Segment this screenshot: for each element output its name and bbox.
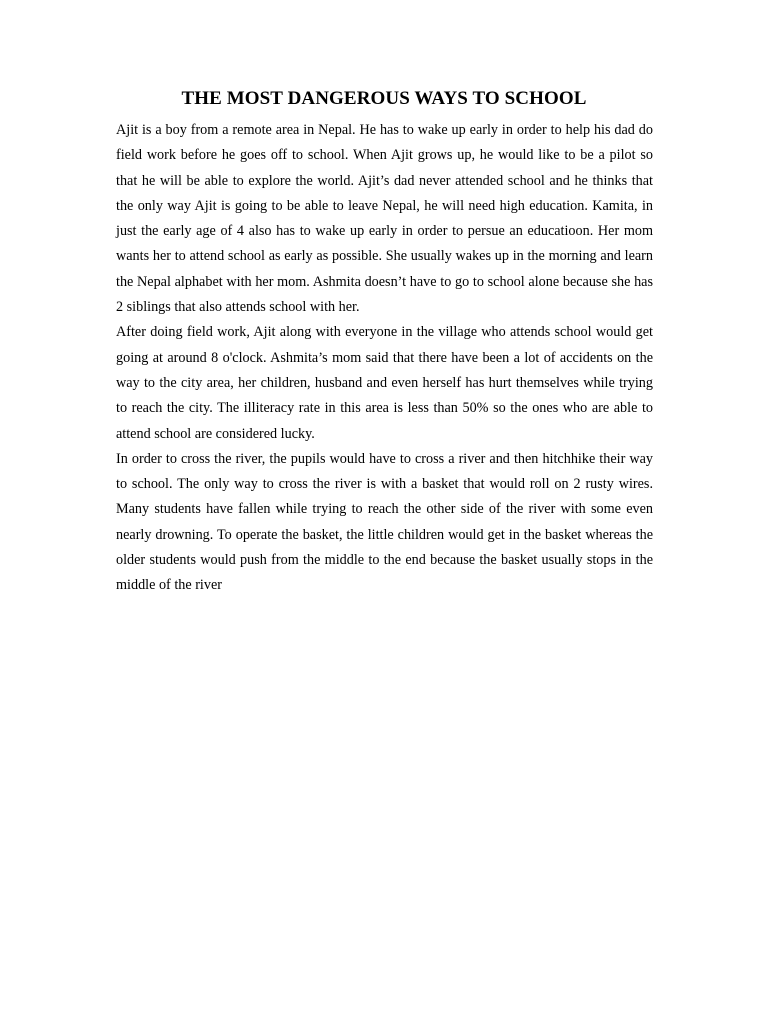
document-title: THE MOST DANGEROUS WAYS TO SCHOOL: [181, 88, 587, 109]
paragraph-2: After doing field work, Ajit along with everyone in the village who attends school would get going at around 8 o'clock. Ashmita’s mom said that there have been a lot of accidents on the way to the city area, her children, husband and even herself has hurt themselves while trying to reach the city. The illiteracy rate in this area is less than 50% so the ones who are able to attend school are considered lucky.: [116, 324, 653, 442]
paragraph-1: Ajit is a boy from a remote area in Nepal. He has to wake up early in order to help his dad do field work before he goes off to school. When Ajit grows up, he would like to be a pilot so that he will be able to explore the world. Ajit’s dad never attended school and he thinks that the only way Ajit is going to be able to leave Nepal, he will need high education. Kamita, in just the early age of 4 also has to wake up early in order to persue an educatioon. Her mom wants her to attend school as early as possible. She usually wakes up in the morning and learn the Nepal alphabet with her mom. Ashmita doesn’t have to go to school alone because she has 2 siblings that also attends school with her.: [116, 122, 653, 316]
paragraph-3: In order to cross the river, the pupils would have to cross a river and then hitchhike their way to school. The only way to cross the river is with a basket that would roll on 2 rusty wires. Many students have fallen while trying to reach the other side of the river with some even nearly drowning. To operate the basket, the little children would get in the basket whereas the older students would push from the middle to the end because the basket usually stops in the middle of the river: [116, 450, 653, 594]
document-body: [116, 118, 653, 599]
